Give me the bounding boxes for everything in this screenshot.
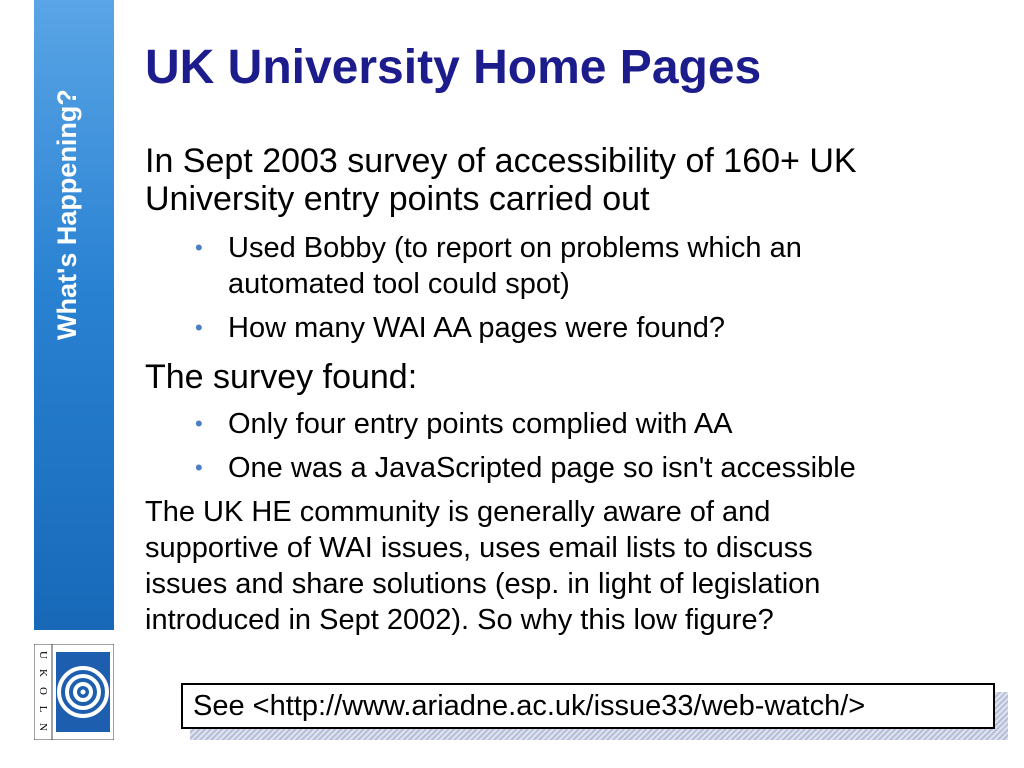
closing-paragraph — [145, 494, 995, 638]
slide-content — [145, 142, 995, 638]
bullet-item — [145, 310, 995, 346]
bullet-line: automated tool could spot) — [228, 268, 570, 300]
bullet-item — [145, 230, 995, 302]
bullet-line: Only four entry points complied with AA — [228, 408, 733, 440]
bullet-icon: • — [195, 235, 203, 260]
bullet-icon: • — [195, 315, 203, 340]
ukoln-logo — [34, 644, 114, 740]
intro-text — [145, 142, 995, 218]
logo-letter: O — [37, 687, 49, 695]
bullet-icon: • — [195, 411, 203, 436]
logo-letter: N — [37, 723, 49, 731]
bullet-item — [145, 406, 995, 442]
logo-letter: K — [37, 669, 49, 677]
logo-letter: U — [37, 651, 49, 659]
intro-line: University entry points carried out — [145, 180, 650, 218]
slide-title: UK University Home Pages — [145, 41, 762, 94]
sidebar-label: What's Happening? — [52, 89, 82, 340]
logo-letter: L — [37, 705, 49, 713]
closing-line: supportive of WAI issues, uses email lists to discuss — [145, 532, 813, 564]
closing-line: issues and share solutions (esp. in light of legislation — [145, 568, 821, 600]
bullet-item — [145, 450, 995, 486]
bullet-line: How many WAI AA pages were found? — [228, 312, 726, 344]
bullet-icon: • — [195, 455, 203, 480]
ukoln-swirl-icon — [56, 652, 110, 732]
bullet-line: One was a JavaScripted page so isn't accessible — [228, 452, 856, 484]
method-bullets — [145, 230, 995, 346]
found-heading: The survey found: — [145, 358, 418, 396]
reference-link[interactable]: See <http://www.ariadne.ac.uk/issue33/web-watch/> — [193, 690, 866, 722]
closing-line: introduced in Sept 2002). So why this low figure? — [145, 604, 774, 636]
reference-link-box[interactable] — [181, 683, 995, 729]
intro-line: In Sept 2003 survey of accessibility of 160+ UK — [145, 142, 857, 180]
findings-bullets — [145, 406, 995, 486]
closing-line: The UK HE community is generally aware of and — [145, 496, 771, 528]
bullet-line: Used Bobby (to report on problems which an — [228, 232, 802, 264]
